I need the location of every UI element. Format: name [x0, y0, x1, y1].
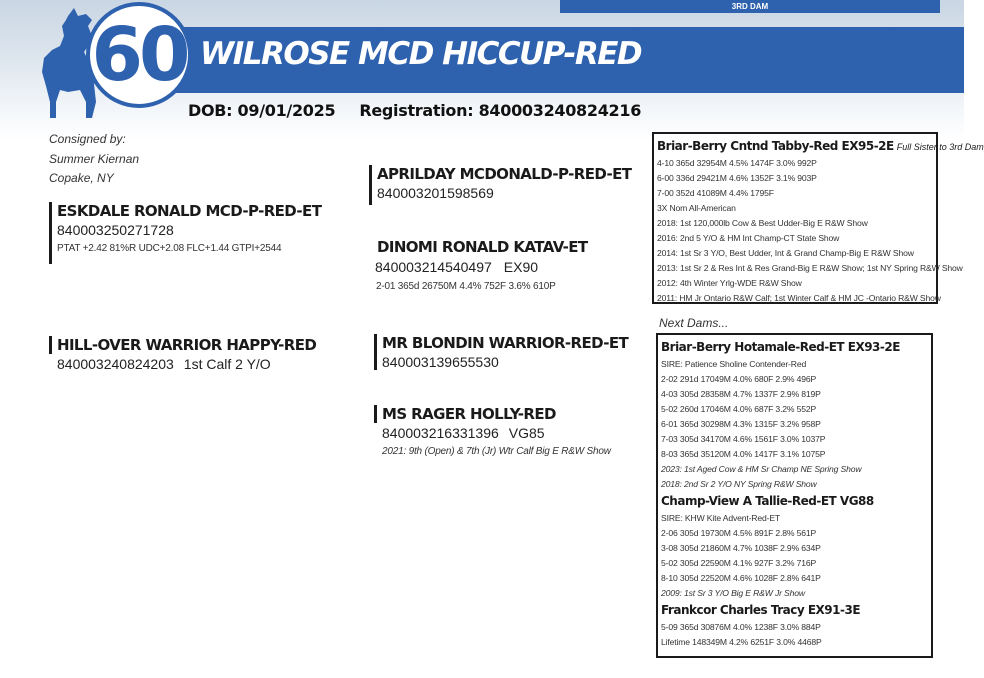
next-dam-line: 5-09 365d 30876M 4.0% 1238F 3.0% 884P: [661, 622, 821, 632]
next-dam-name: Briar-Berry Hotamale-Red-ET EX93-2E: [661, 340, 900, 354]
sire-dam-reg: 840003214540497: [375, 259, 492, 275]
sire-name: ESKDALE RONALD MCD-P-RED-ET: [57, 202, 322, 220]
third-dam-line: 2011: HM Jr Ontario R&W Calf; 1st Winter Calf & HM JC -Ontario R&W Show: [657, 293, 941, 303]
sire-sire-name: APRILDAY MCDONALD-P-RED-ET: [377, 165, 632, 183]
next-dam-line: Lifetime 148349M 4.2% 6251F 3.0% 4468P: [661, 637, 822, 647]
consignor-location: Copake, NY: [49, 171, 114, 185]
dob: DOB: 09/01/2025: [188, 101, 336, 120]
sire-dam-record: 2-01 365d 26750M 4.4% 752F 3.6% 610P: [376, 281, 556, 292]
third-dam-line: 2013: 1st Sr 2 & Res Int & Res Grand-Big E R&W Show; 1st NY Spring R&W Show: [657, 263, 963, 273]
next-dam-name: Frankcor Charles Tracy EX91-3E: [661, 603, 861, 617]
next-dam-line: 8-03 365d 35120M 4.0% 1417F 3.1% 1075P: [661, 449, 826, 459]
next-dam-line: 2009: 1st Sr 3 Y/O Big E R&W Jr Show: [661, 588, 805, 598]
third-dam-line: 6-00 336d 29421M 4.6% 1352F 3.1% 903P: [657, 173, 817, 183]
next-dam-block: [661, 340, 928, 492]
next-dam-block: [661, 494, 928, 601]
next-dam-line: 2018: 2nd Sr 2 Y/O NY Spring R&W Show: [661, 479, 817, 489]
third-dam-box: [652, 132, 984, 304]
sire-genomics: PTAT +2.42 81%R UDC+2.08 FLC+1.44 GTPI+2544: [57, 243, 282, 254]
third-dam-line: 2016: 2nd 5 Y/O & HM Int Champ-CT State Show: [657, 233, 840, 243]
next-dam-line: 2023: 1st Aged Cow & HM Sr Champ NE Spring Show: [661, 464, 862, 474]
consigned-label: Consigned by:: [49, 132, 126, 146]
third-dam-line: 2018: 1st 120,000lb Cow & Best Udder-Big E R&W Show: [657, 218, 868, 228]
sire-dam-reg-line: [375, 259, 538, 275]
next-dam-line: 5-02 260d 17046M 4.0% 687F 3.2% 552P: [661, 404, 817, 414]
consigned-by: [49, 130, 139, 189]
sire-sire-block: [369, 165, 631, 205]
third-dam-line: 4-10 365d 32954M 4.5% 1474F 3.0% 992P: [657, 158, 817, 168]
third-dam-lines: [657, 156, 963, 306]
dam-sire-block: [374, 334, 628, 370]
dam-reg: 840003240824203: [57, 356, 174, 372]
sire-sire-reg: 840003201598569: [377, 185, 494, 201]
next-dams-box: [656, 333, 933, 658]
next-dam-line: SIRE: Patience Sholine Contender-Red: [661, 359, 807, 369]
dam-name: HILL-OVER WARRIOR HAPPY-RED: [57, 336, 317, 354]
third-dam-line: 7-00 352d 41089M 4.4% 1795F: [657, 188, 774, 198]
next-dam-line: 6-01 365d 30298M 4.3% 1315F 3.2% 958P: [661, 419, 821, 429]
dam-sire-reg: 840003139655530: [382, 354, 499, 370]
next-dam-line: SIRE: KHW Kite Advent-Red-ET: [661, 513, 781, 523]
dam-dam-block: [374, 405, 611, 457]
third-dam-line: 2014: 1st Sr 3 Y/O, Best Udder, Int & Grand Champ-Big E R&W Show: [657, 248, 914, 258]
next-dam-line: 2-06 305d 19730M 4.5% 891F 2.8% 561P: [661, 528, 817, 538]
third-dam-line: 3X Nom All-American: [657, 203, 736, 213]
dam-block: [49, 336, 317, 372]
sire-reg: 840003250271728: [57, 222, 174, 238]
sire-dam-classification: EX90: [503, 259, 539, 275]
third-dam-strip: 3RD DAM: [560, 0, 940, 13]
next-dam-line: 2-02 291d 17049M 4.0% 680F 2.9% 496P: [661, 374, 817, 384]
next-dams-label: Next Dams...: [659, 316, 729, 330]
sire-block: [49, 202, 321, 264]
next-dam-line: 5-02 305d 22590M 4.1% 927F 3.2% 716P: [661, 558, 817, 568]
next-dam-line: 7-03 305d 34170M 4.6% 1561F 3.0% 1037P: [661, 434, 826, 444]
third-dam-name: Briar-Berry Cntnd Tabby-Red EX95-2E: [657, 139, 894, 153]
dam-sire-name: MR BLONDIN WARRIOR-RED-ET: [382, 334, 629, 352]
dam-dam-reg: 840003216331396: [382, 425, 499, 441]
next-dam-line: 8-10 305d 22520M 4.6% 1028F 2.8% 641P: [661, 573, 821, 583]
third-dam-line: 2012: 4th Winter Yrlg-WDE R&W Show: [657, 278, 802, 288]
dam-note: 1st Calf 2 Y/O: [183, 356, 271, 372]
dob-registration-line: [188, 101, 641, 120]
next-dam-name: Champ-View A Tallie-Red-ET VG88: [661, 494, 874, 508]
sire-dam-name: DINOMI RONALD KATAV-ET: [377, 238, 588, 256]
next-dam-block: [661, 603, 928, 650]
dam-dam-name: MS RAGER HOLLY-RED: [382, 405, 556, 423]
next-dam-line: 3-08 305d 21860M 4.7% 1038F 2.9% 634P: [661, 543, 821, 553]
third-dam-note: Full Sister to 3rd Dam: [896, 142, 984, 152]
dam-dam-reg-line: [382, 425, 611, 441]
dam-dam-classification: VG85: [508, 425, 545, 441]
dam-reg-line: [57, 356, 316, 372]
consignor-name: Summer Kiernan: [49, 151, 140, 166]
animal-name: WILROSE MCD HICCUP-RED: [200, 36, 642, 72]
registration: Registration: 840003240824216: [359, 101, 642, 120]
lot-number: 60: [91, 12, 187, 98]
next-dam-line: 4-03 305d 28358M 4.7% 1337F 2.9% 819P: [661, 389, 821, 399]
dam-dam-award: 2021: 9th (Open) & 7th (Jr) Wtr Calf Big E R&W Show: [382, 446, 611, 457]
third-dam-name-line: [657, 139, 984, 153]
